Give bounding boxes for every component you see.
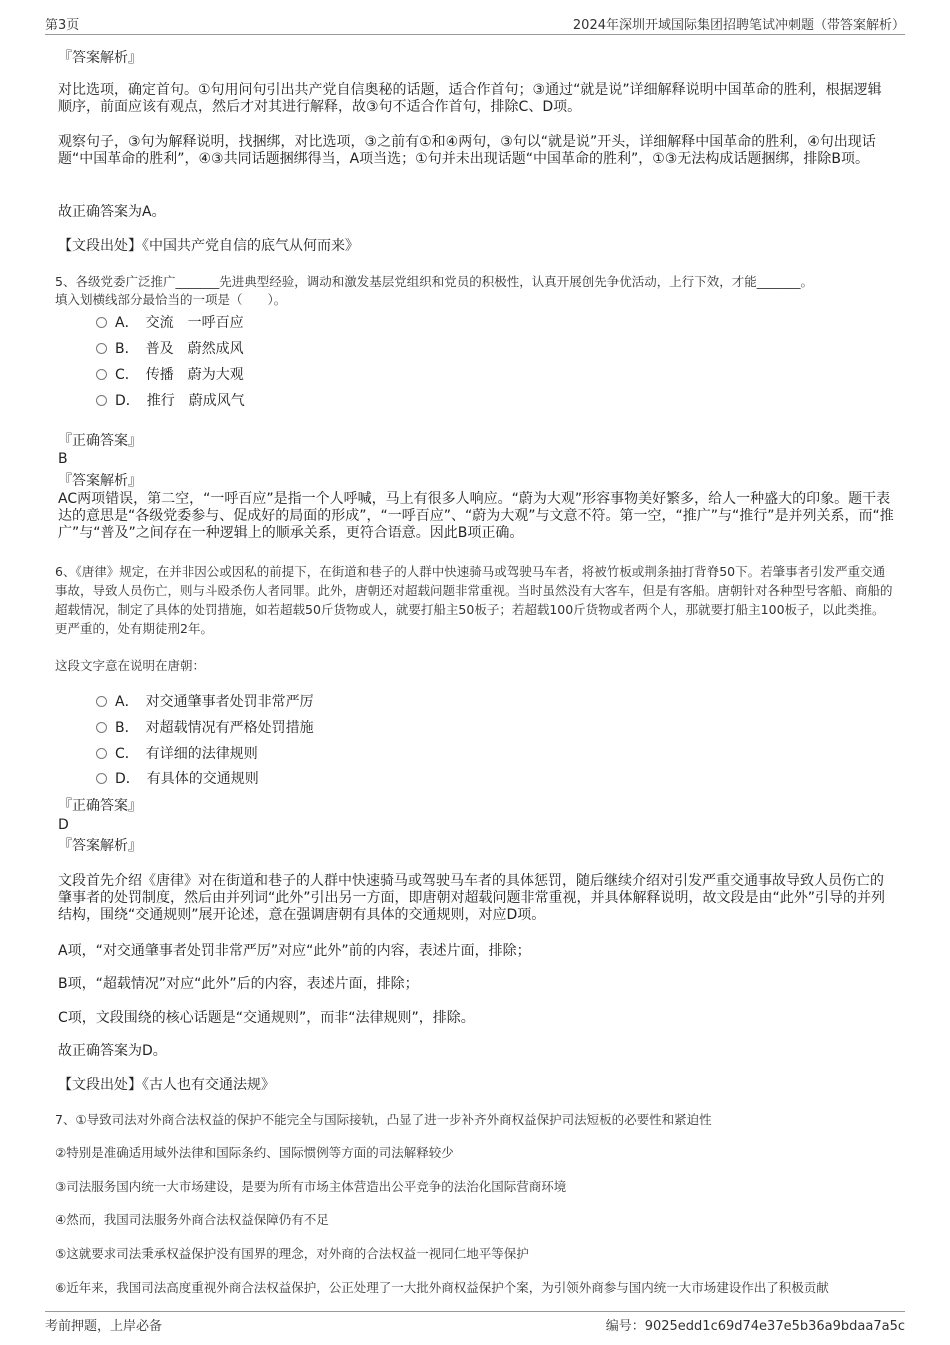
q6-analysis-p1: 文段首先介绍《唐律》对在街道和巷子的人群中快速骑马或驾驶马车者的具体惩罚，随后继续介绍对引发严重交通事故导致人员伤亡的肇事者的处罚制度，然后由并列词“此外”引出另一方面，即唐朝对超载问题非常重视，并具体解释说明，故文段是由“此外”引导的并列结构，围绕“交通规则”展开论述，意在强调唐朝有具体的交通规则，对应D项。 (58, 873, 886, 923)
q6-option-c[interactable]: C． 有详细的法律规则 (96, 745, 258, 763)
q7-sentence-1: 7、①导致司法对外商合法权益的保护不能完全与国际接轨，凸显了进一步补齐外商权益保护司法短板的必要性和紧迫性 (55, 1112, 712, 1127)
radio-icon[interactable] (96, 773, 107, 784)
q4-analysis-p1: 对比选项，确定首句。①句用问句引出共产党自信奥秘的话题，适合作首句；③通过“就是说”详细解释说明中国革命的胜利，根据逻辑顺序，前面应该有观点，然后才对其进行解释，故③句不适合作首句，排除C、D项。 (58, 82, 882, 115)
footer-slogan: 考前押题，上岸必备 (45, 1319, 163, 1334)
q6-question: 这段文字意在说明在唐朝： (55, 658, 206, 673)
q5-stem-line1: 5、各级党委广泛推广_______先进典型经验，调动和激发基层党组织和党员的积极性，认真开展创先争优活动，上行下效，才能_______。 (55, 274, 813, 289)
q5-correct-label: 『正确答案』 (58, 433, 142, 449)
header-divider (45, 34, 905, 35)
q4-analysis-label: 『答案解析』 (58, 50, 142, 66)
radio-icon[interactable] (96, 317, 107, 328)
q5-option-c[interactable]: C． 传播 蔚为大观 (96, 366, 244, 384)
q5-option-a[interactable]: A． 交流 一呼百应 (96, 314, 244, 332)
q6-option-b[interactable]: B． 对超载情况有严格处罚措施 (96, 719, 314, 737)
radio-icon[interactable] (96, 395, 107, 406)
q7-sentence-6: ⑥近年来，我国司法高度重视外商合法权益保护，公正处理了一大批外商权益保护个案，为引领外商参与国内统一大市场建设作出了积极贡献 (55, 1280, 829, 1295)
q6-analysis-label: 『答案解析』 (58, 838, 142, 854)
q7-sentence-5: ⑤这就要求司法秉承权益保护没有国界的理念，对外商的合法权益一视同仁地平等保护 (55, 1246, 529, 1261)
q6-correct-label: 『正确答案』 (58, 798, 142, 814)
q4-analysis-p2: 观察句子，③句为解释说明，找捆绑，对比选项，③之前有①和④两句，③句以“就是说”开头，详细解释中国革命的胜利，④句出现话题“中国革命的胜利”，④③共同话题捆绑得当，A项当选；①句并未出现话题“中国革命的胜利”，①③无法构成话题捆绑，排除B项。 (58, 134, 876, 167)
q7-sentence-4: ④然而，我国司法服务外商合法权益保障仍有不足 (55, 1212, 329, 1227)
q6-analysis-p4: C项，文段围绕的核心话题是“交通规则”，而非“法律规则”，排除。 (58, 1010, 475, 1026)
q6-analysis-p3: B项，“超载情况”对应“此外”后的内容，表述片面，排除； (58, 976, 419, 992)
page-header (45, 14, 905, 34)
q4-conclusion: 故正确答案为A。 (58, 204, 166, 220)
q5-analysis: AC两项错误，第二空，“一呼百应”是指一个人呼喊，马上有很多人响应。“蔚为大观”形容事物美好繁多，给人一种盛大的印象。题干表达的意思是“各级党委参与、促成好的局面的形成”，“一呼百应”、“蔚为大观”与文意不符。第一空，“推广”与“推行”是并列关系，而“推广”与“普及”之间存在一种逻辑上的顺承关系，更符合语意。因此B项正确。 (58, 491, 894, 541)
radio-icon[interactable] (96, 343, 107, 354)
page-number: 第3页 (45, 18, 80, 33)
q5-answer: B (58, 451, 68, 467)
q6-option-d[interactable]: D． 有具体的交通规则 (96, 770, 259, 788)
footer-divider (45, 1311, 905, 1312)
radio-icon[interactable] (96, 722, 107, 733)
q5-stem-line2: 填入划横线部分最恰当的一项是（ ）。 (55, 292, 287, 307)
q7-sentence-3: ③司法服务国内统一大市场建设，是要为所有市场主体营造出公平竞争的法治化国际营商环境 (55, 1179, 567, 1194)
q7-sentence-2: ②特别是准确适用域外法律和国际条约、国际惯例等方面的司法解释较少 (55, 1145, 454, 1160)
footer-serial: 编号：9025edd1c69d74e37e5b36a9bdaa7a5c (605, 1319, 905, 1334)
q5-option-b[interactable]: B． 普及 蔚然成风 (96, 340, 244, 358)
q6-answer: D (58, 817, 69, 833)
q6-source: 【文段出处】《古人也有交通法规》 (58, 1077, 275, 1093)
radio-icon[interactable] (96, 369, 107, 380)
q6-stem: 6、《唐律》规定，在并非因公或因私的前提下，在街道和巷子的人群中快速骑马或驾驶马车者，将被竹板或荆条抽打背脊50下。若肇事者引发严重交通事故，导致人员伤亡，则与斗殴杀伤人者同罪。此外，唐朝还对超载问题非常重视。当时虽然没有大客车，但是有客船。唐朝针对各种型号客船、商船的超载情况，制定了具体的处罚措施，如若超载50斤货物或人，就要打船主50板子；若超载100斤货物或者两个人，那就要打船主100板子，以此类推。更严重的，处有期徒刑2年。 (55, 564, 893, 636)
document-title: 2024年深圳开域国际集团招聘笔试冲刺题（带答案解析） (572, 18, 905, 33)
q5-analysis-label: 『答案解析』 (58, 473, 142, 489)
q6-conclusion: 故正确答案为D。 (58, 1043, 167, 1059)
radio-icon[interactable] (96, 696, 107, 707)
q4-source: 【文段出处】《中国共产党自信的底气从何而来》 (58, 238, 359, 254)
q6-option-a[interactable]: A． 对交通肇事者处罚非常严厉 (96, 693, 314, 711)
q5-option-d[interactable]: D． 推行 蔚成风气 (96, 392, 245, 410)
radio-icon[interactable] (96, 748, 107, 759)
q6-analysis-p2: A项，“对交通肇事者处罚非常严厉”对应“此外”前的内容，表述片面，排除； (58, 943, 531, 959)
